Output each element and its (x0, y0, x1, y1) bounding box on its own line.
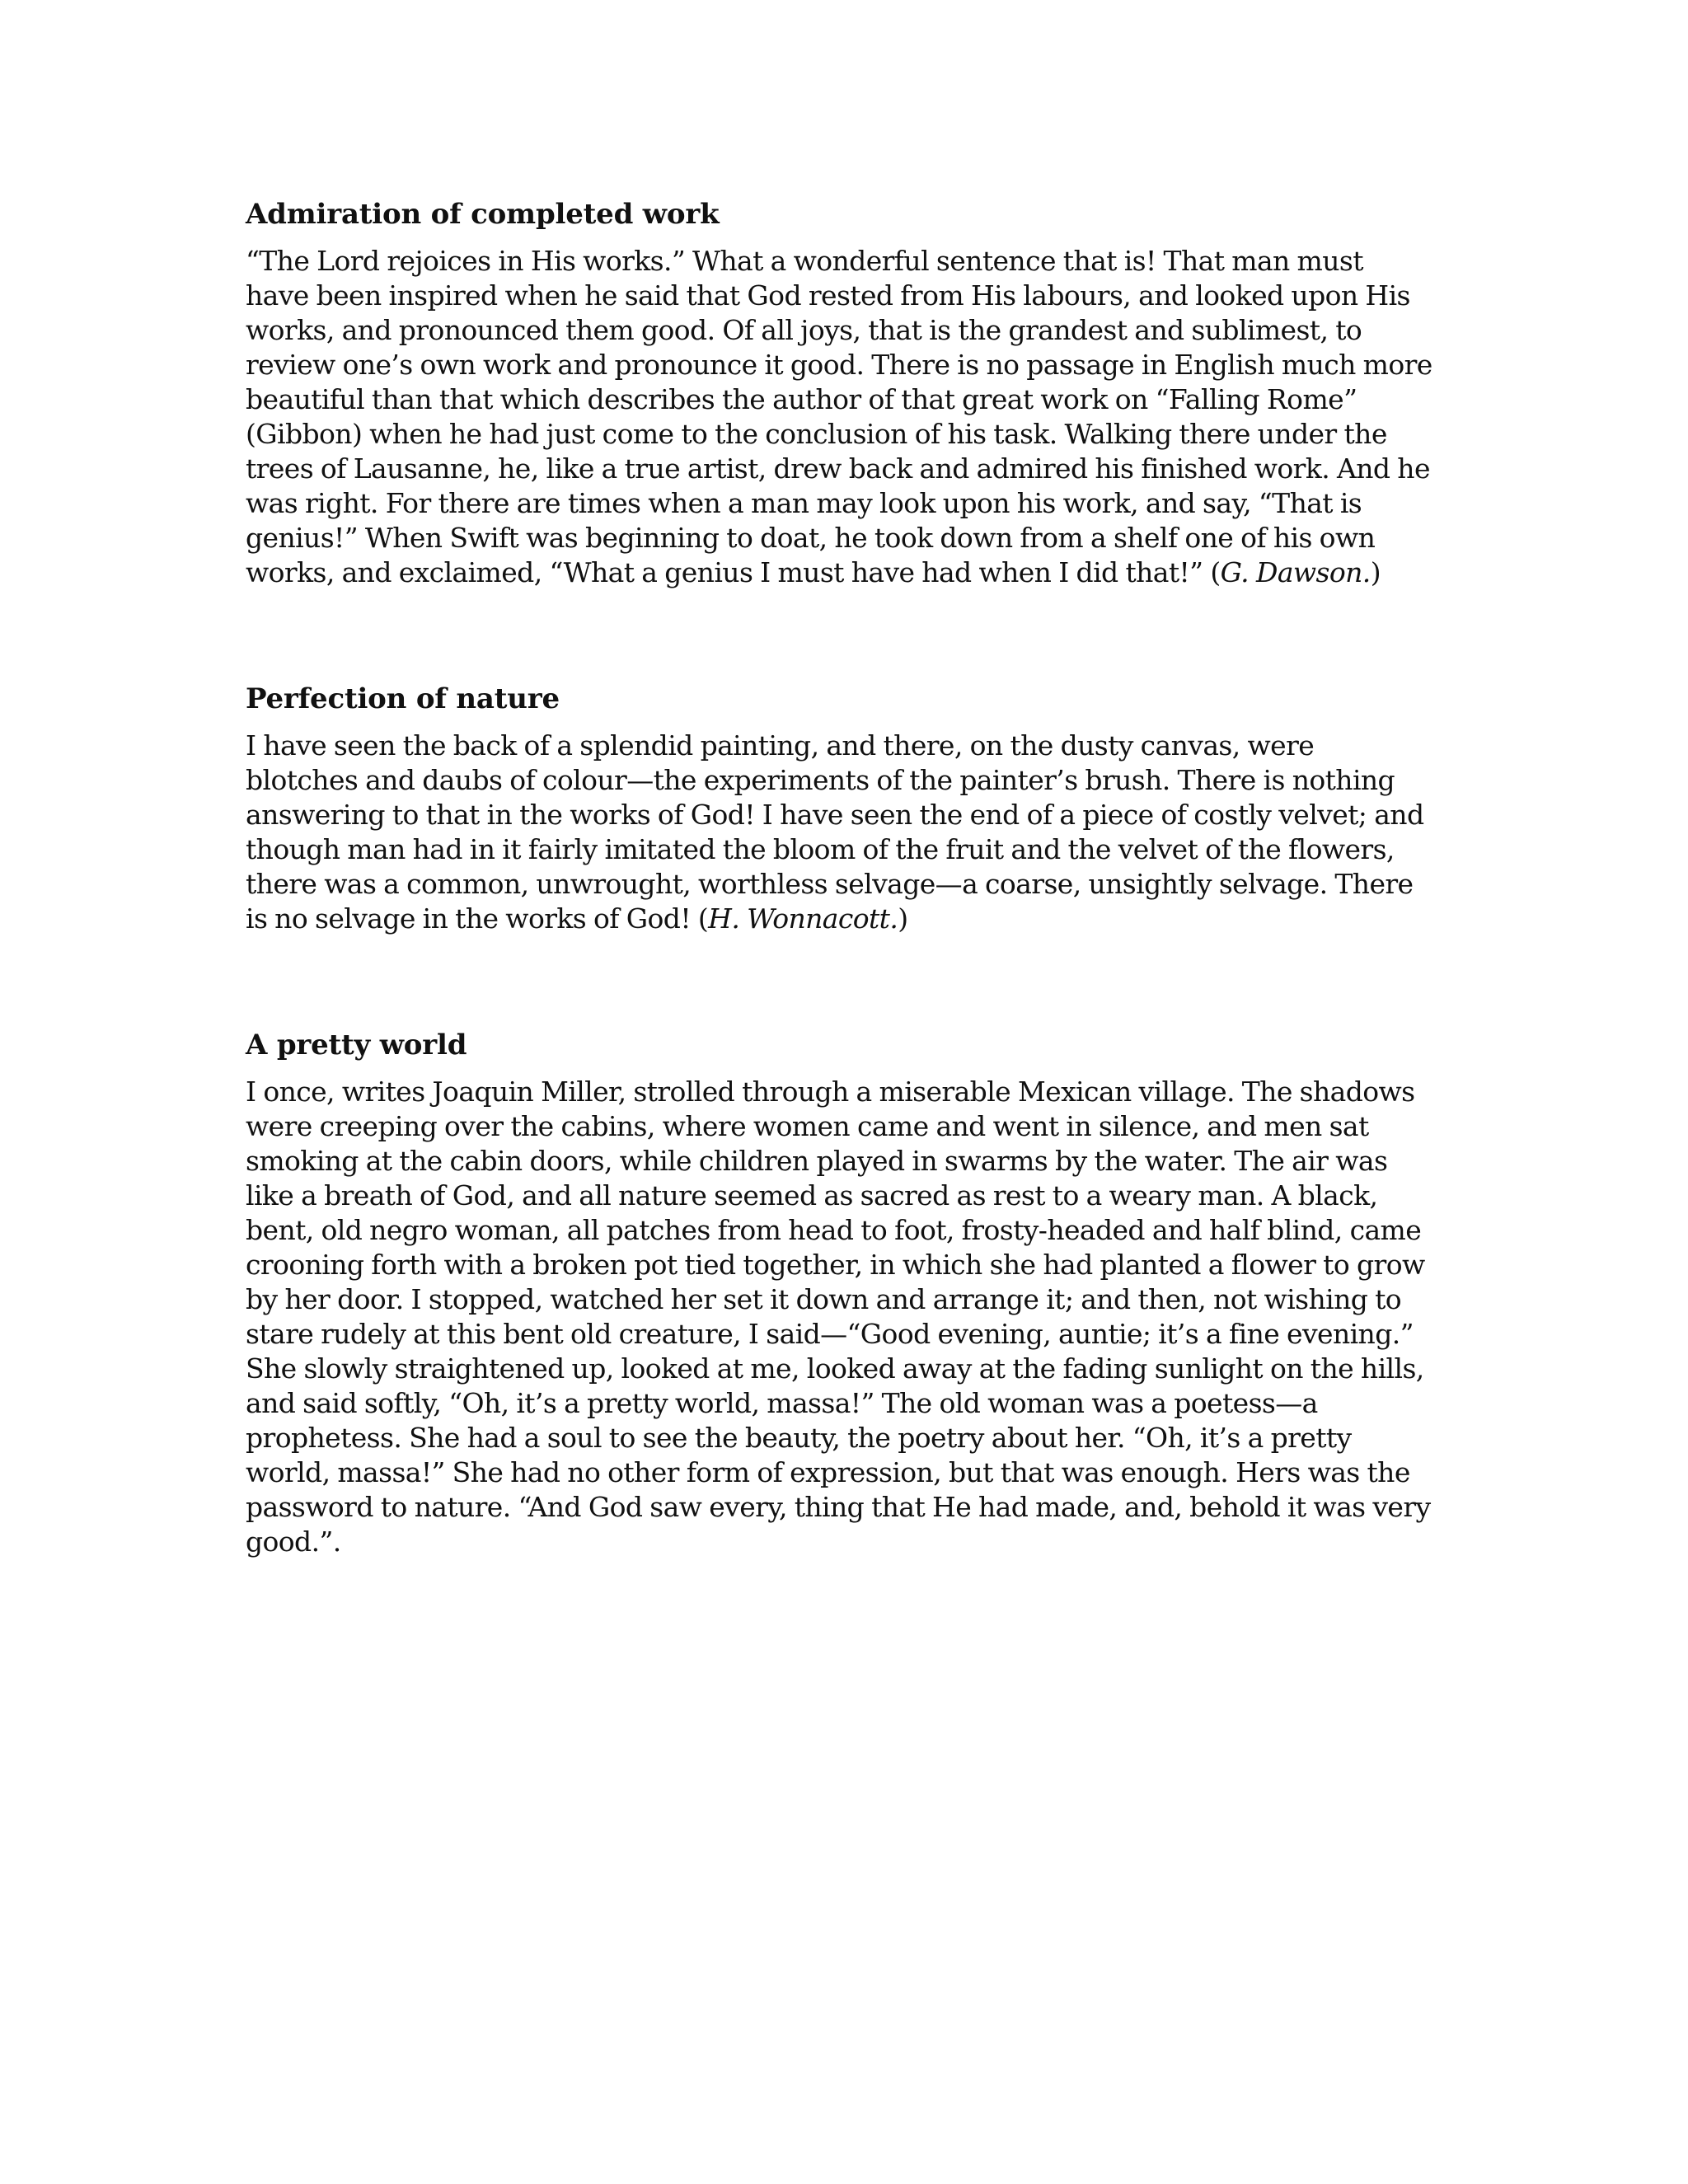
body-text: “The Lord rejoices in His works.” What a wonderful sentence that is! That man must have been inspired when he said that God rested from His labours, and looked upon His works, and pronounced them good. Of all joys, that is the grandest and sublimest, to review one’s own work and pronounce it good. There is no passage in English much more beautiful than that which describes the author of that great work on “Falling Rome” (Gibbon) when he had just come to the conclusion of his task. Walking there under the trees of Lausanne, he, like a true artist, drew back and admired his finished work. And he was right. For there are times when a man may look upon his work, and say, “That is genius!” When Swift was beginning to doat, he took down from a shelf one of his own works, and exclaimed, “What a genius I must have had when I did that!” ( (246, 245, 1432, 588)
closing-paren: ) (1370, 556, 1381, 588)
section-heading: Admiration of completed work (246, 198, 720, 231)
section-body (246, 729, 1432, 936)
attribution: G. Dawson. (1220, 556, 1371, 588)
section-a-pretty-world (246, 1022, 1432, 1559)
section-heading: A pretty world (246, 1029, 467, 1062)
section-body (246, 1075, 1432, 1559)
body-text: I once, writes Joaquin Miller, strolled through a miserable Mexican village. The shadows were creeping over the cabins, where women came and went in silence, and men sat smoking at the cabin doors, while children played in swarms by the water. The air was like a breath of God, and all nature seemed as sacred as rest to a weary man. A black, bent, old negro woman, all patches from head to foot, frosty-headed and half blind, came crooning forth with a broken pot tied together, in which she had planted a flower to grow by her door. I stopped, watched her set it down and arrange it; and then, not wishing to stare rudely at this bent old creature, I said—“Good evening, auntie; it’s a fine evening.” She slowly straightened up, looked at me, looked away at the fading sunlight on the hills, and said softly, “Oh, it’s a pretty world, massa!” The old woman was a poetess—a prophetess. She had a soul to see the beauty, the poetry about her. “Oh, it’s a pretty world, massa!” She had no other form of expression, but that was enough. Hers was the password to nature. “And God saw every, thing that He had made, and, behold it was very good.”. (246, 1076, 1431, 1558)
attribution: H. Wonnacott. (708, 902, 898, 935)
body-text: I have seen the back of a splendid painting, and there, on the dusty canvas, were blotches and daubs of colour—the experiments of the painter’s brush. There is nothing answering to that in the works of God! I have seen the end of a piece of costly velvet; and though man had in it fairly imitated the bloom of the fruit and the velvet of the flowers, there was a common, unwrought, worthless selvage—a coarse, unsightly selvage. There is no selvage in the works of God! ( (246, 729, 1424, 935)
section-admiration-of-completed-work (246, 191, 1432, 590)
section-heading: Perfection of nature (246, 682, 560, 715)
document-content (246, 191, 1432, 1559)
section-body (246, 244, 1432, 590)
closing-paren: ) (898, 902, 908, 935)
section-perfection-of-nature (246, 676, 1432, 936)
